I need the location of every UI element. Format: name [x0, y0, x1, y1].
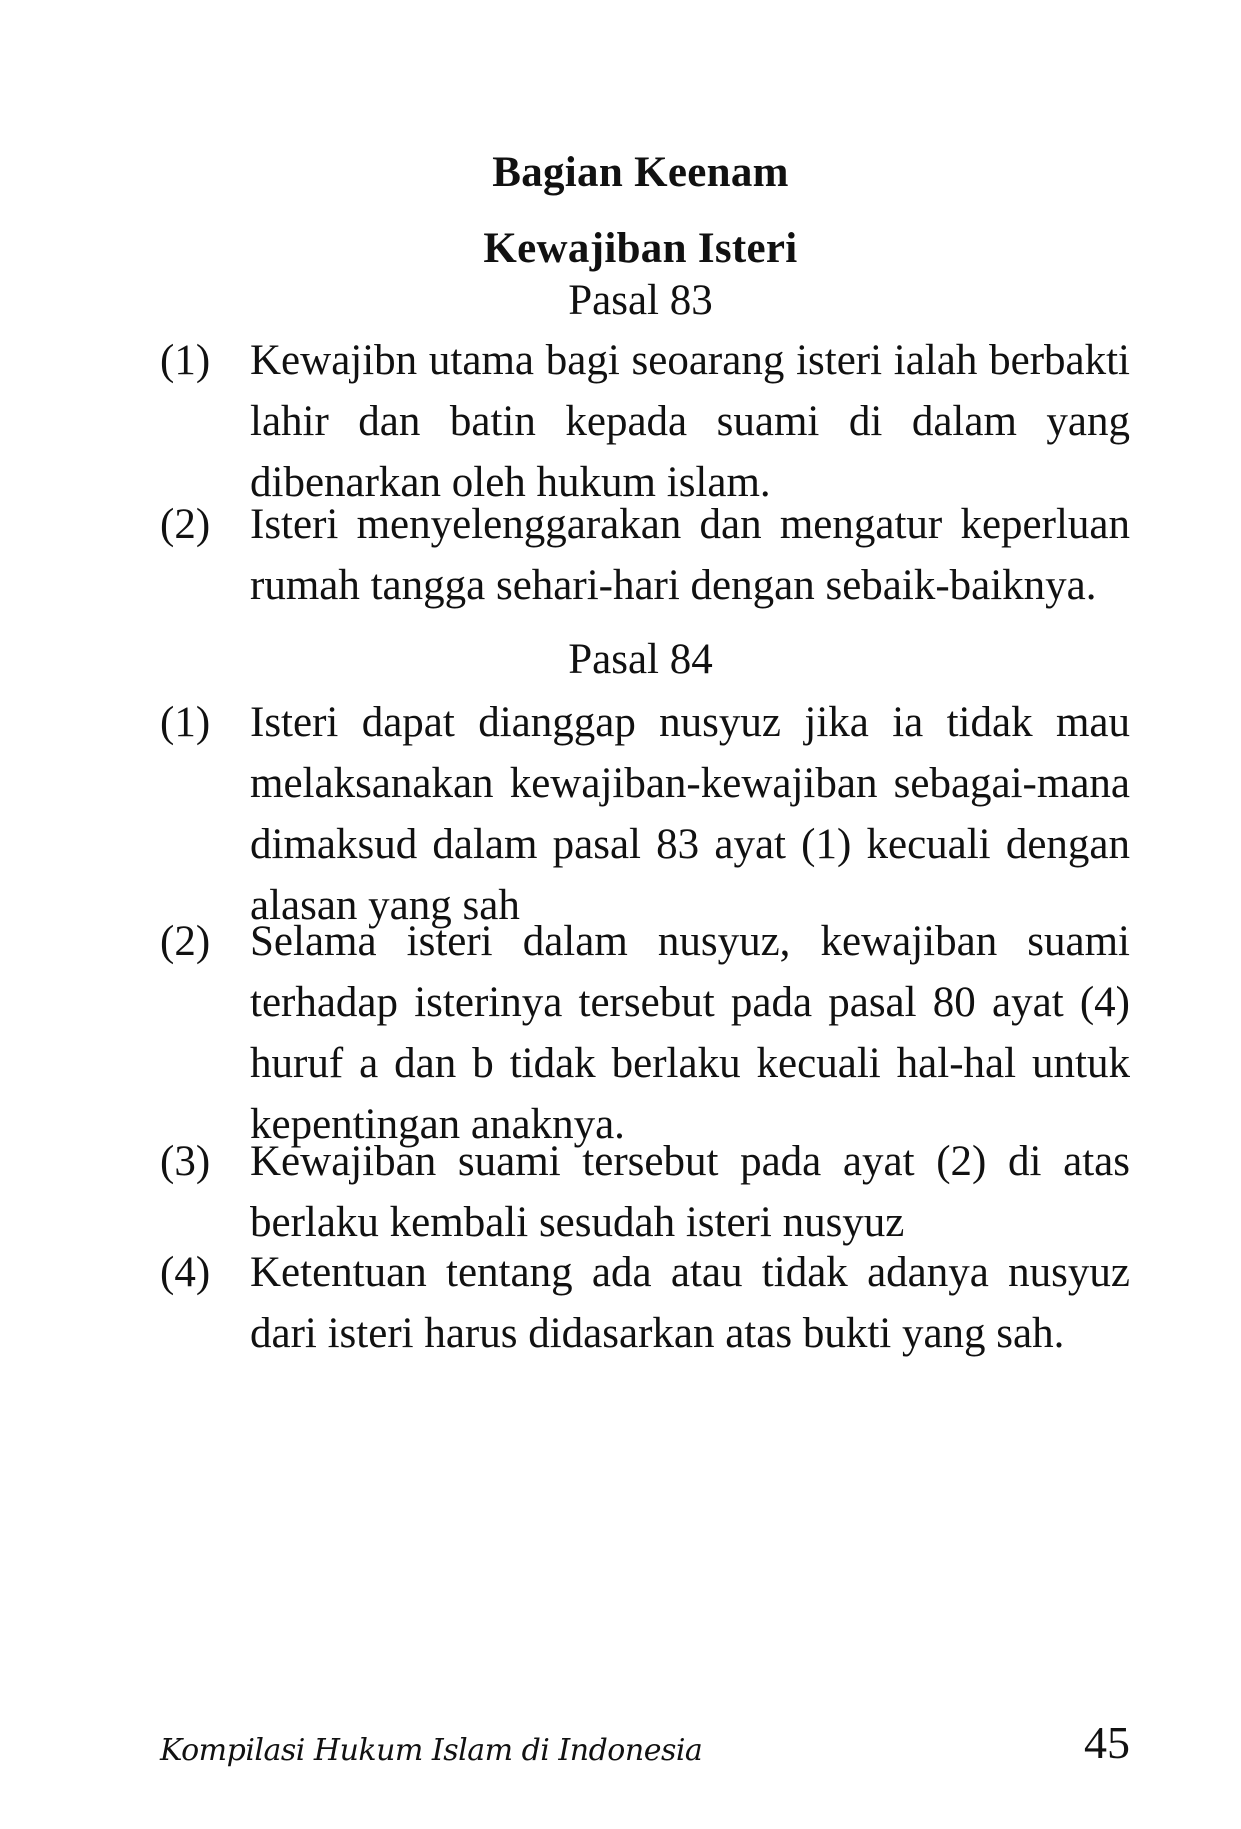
article-heading-84: Pasal 84: [568, 636, 713, 683]
article-83-item-1: [160, 330, 1130, 513]
item-number: (1): [160, 337, 211, 384]
item-text: Kewajiban suami tersebut pada ayat (2) di atas berlaku kembali sesudah isteri nusyuz: [250, 1138, 1130, 1246]
article-84-item-4: [160, 1242, 1130, 1364]
article-84-item-3: [160, 1131, 1130, 1253]
item-number: (1): [160, 699, 211, 746]
article-83-item-2: [160, 494, 1130, 616]
item-text: Isteri dapat dianggap nusyuz jika ia tidak mau melaksanakan kewajiban-kewajiban sebagai-mana dimaksud dalam pasal 83 ayat (1) kecuali dengan alasan yang sah: [250, 699, 1130, 929]
item-text: Kewajibn utama bagi seoarang isteri ialah berbakti lahir dan batin kepada suami di dalam yang dibenarkan oleh hukum islam.: [250, 337, 1130, 506]
running-footer-book-title: Kompilasi Hukum Islam di Indonesia: [160, 1733, 703, 1768]
article-84-item-1: [160, 692, 1130, 936]
article-84-item-2: [160, 911, 1130, 1155]
page-number: 45: [1084, 1717, 1130, 1768]
item-number: (3): [160, 1138, 211, 1185]
article-heading-83: Pasal 83: [568, 277, 713, 324]
item-text: Ketentuan tentang ada atau tidak adanya nusyuz dari isteri harus didasarkan atas bukti yang sah.: [250, 1249, 1130, 1357]
section-part-heading: Bagian Keenam: [492, 149, 789, 196]
item-number: (4): [160, 1249, 211, 1296]
item-number: (2): [160, 501, 211, 548]
item-number: (2): [160, 918, 211, 965]
item-text: Selama isteri dalam nusyuz, kewajiban suami terhadap isterinya tersebut pada pasal 80 ayat (4) huruf a dan b tidak berlaku kecuali hal-hal untuk kepentingan anaknya.: [250, 918, 1130, 1148]
item-text: Isteri menyelenggarakan dan mengatur keperluan rumah tangga sehari-hari dengan sebaik-baiknya.: [250, 501, 1130, 609]
section-title-heading: Kewajiban Isteri: [483, 225, 798, 272]
